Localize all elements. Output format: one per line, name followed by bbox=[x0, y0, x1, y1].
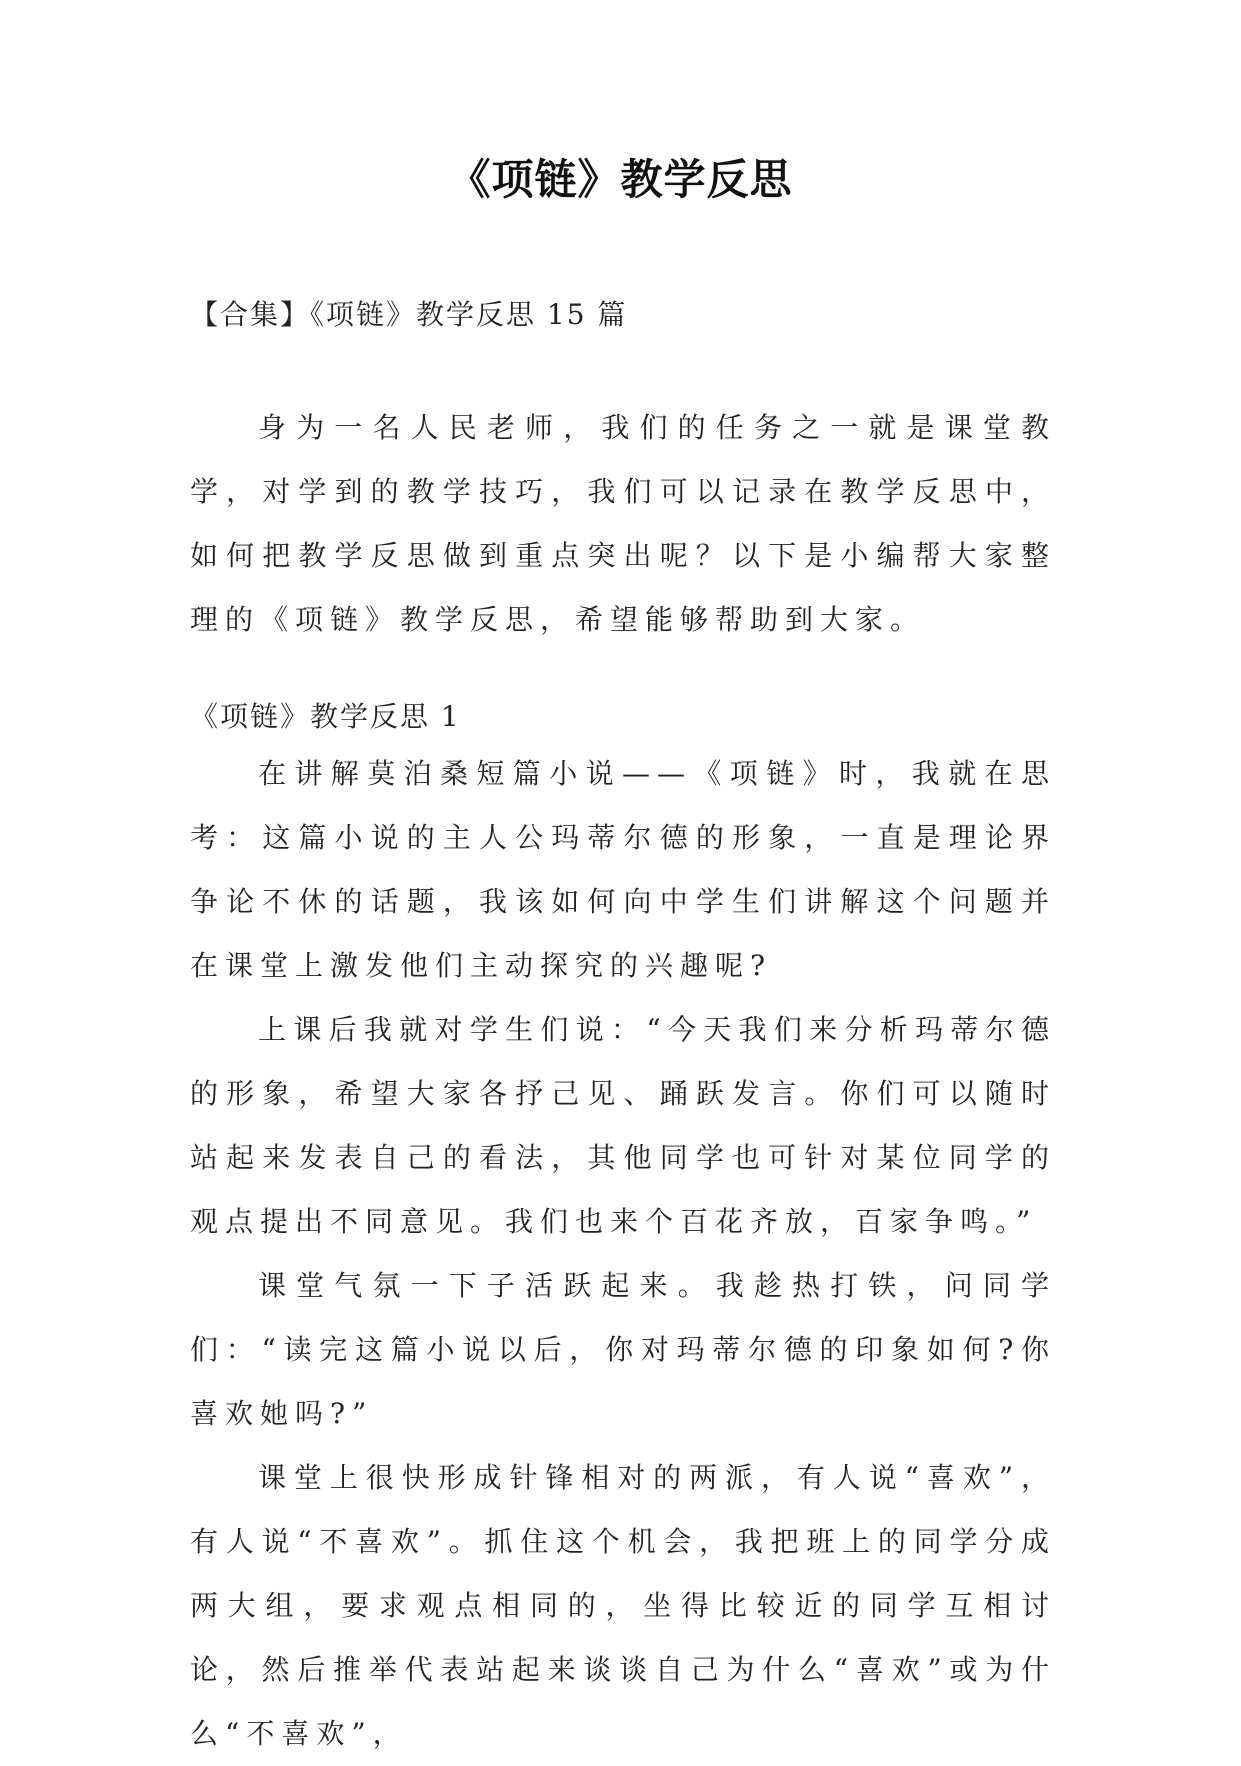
body-paragraph-4: 课堂上很快形成针锋相对的两派，有人说“喜欢”，有人说“不喜欢”。抓住这个机会，我把班上的同学分成两大组，要求观点相同的，坐得比较近的同学互相讨论，然后推举代表站起来谈谈自己为什么“喜欢”或为什么“不喜欢”， bbox=[190, 1461, 1056, 1750]
document-title: 《项链》教学反思 bbox=[448, 155, 793, 204]
intro-paragraph: 身为一名人民老师，我们的任务之一就是课堂教学，对学到的教学技巧，我们可以记录在教学反思中，如何把教学反思做到重点突出呢？以下是小编帮大家整理的《项链》教学反思，希望能够帮助到大家。 bbox=[190, 411, 1056, 636]
body-paragraph-3: 课堂气氛一下子活跃起来。我趁热打铁，问同学们：“读完这篇小说以后，你对玛蒂尔德的印象如何?你喜欢她吗?” bbox=[190, 1269, 1056, 1430]
body-paragraph-2: 上课后我就对学生们说：“今天我们来分析玛蒂尔德的形象，希望大家各抒己见、踊跃发言。你们可以随时站起来发表自己的看法，其他同学也可针对某位同学的观点提出不同意见。我们也来个百花齐放，百家争鸣。” bbox=[190, 1013, 1056, 1238]
section-heading: 《项链》教学反思 1 bbox=[190, 700, 461, 733]
document-subtitle: 【合集】《项链》教学反思 15 篇 bbox=[190, 298, 628, 331]
intro-block bbox=[190, 396, 1056, 652]
body-paragraph-1: 在讲解莫泊桑短篇小说——《项链》时，我就在思考：这篇小说的主人公玛蒂尔德的形象，一直是理论界争论不休的话题，我该如何向中学生们讲解这个问题并在课堂上激发他们主动探究的兴趣呢? bbox=[190, 757, 1056, 982]
section-body bbox=[190, 742, 1056, 1766]
